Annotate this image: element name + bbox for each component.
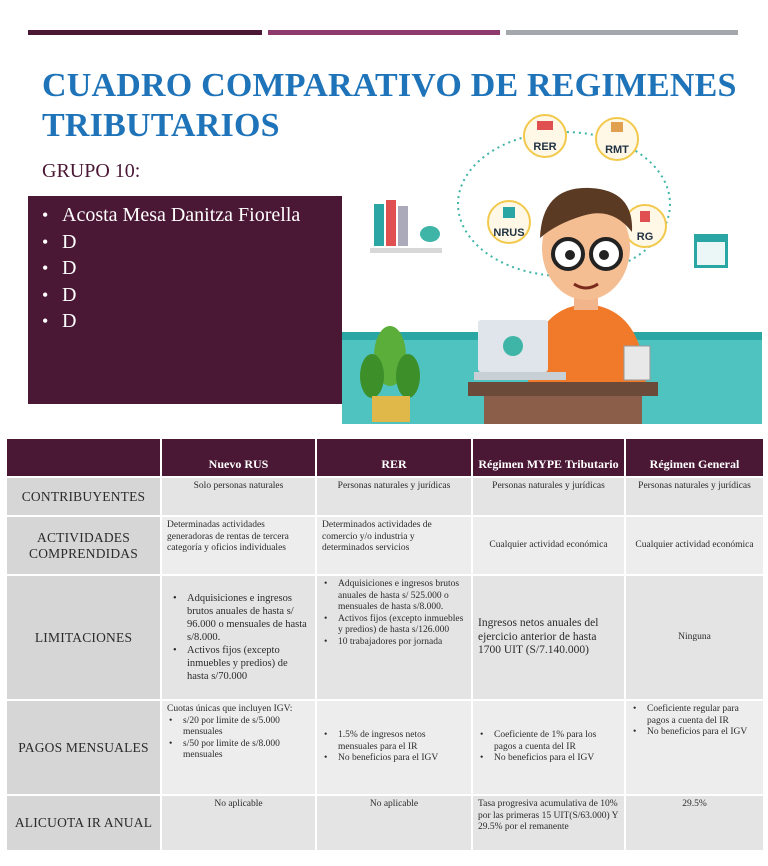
rer-limitaciones-list [322,579,466,648]
cell-mype-contribuyentes: Personas naturales y jurídicas [472,477,625,516]
cell-nrus-actividades: Determinadas actividades generadoras de rentas de tercera categoría y oficios individuales [161,516,316,575]
list-item: • Coeficiente de 1% para los pagos a cuenta del IR [478,730,619,753]
cell-nrus-pagos [161,700,316,795]
member-item: • Acosta Mesa Danitza Fiorella [42,202,332,229]
group-label: GRUPO 10: [42,160,141,182]
header-corner [6,438,161,477]
calendar-icon [694,234,728,268]
cell-general-actividades: Cualquier actividad económica [625,516,764,575]
comparison-table [5,437,765,852]
list-item: • s/50 por limite de s/8.000 mensuales [167,739,310,762]
list-item: • Adquisiciones e ingresos brutos anuales de hasta s/ 96.000 o mensuales de hasta s/8.000. [167,592,310,644]
piggy-bank-icon [420,226,440,242]
decorative-bar-pink [268,30,500,35]
rer-icon [524,115,566,157]
page-title: CUADRO COMPARATIVO DE REGIMENES TRIBUTARIOS [42,67,737,144]
cell-general-limitaciones: Ninguna [625,575,764,700]
list-item: • Activos fijos (excepto inmuebles y predios) de hasta s/126.000 [322,614,466,637]
cell-general-alicuota: 29.5% [625,795,764,851]
member-item: • D [42,255,332,282]
desk-front [484,396,642,424]
nrus-pagos-list [167,716,310,762]
nrus-limitaciones-list [167,592,310,683]
table-row [6,477,764,516]
list-item: • s/20 por limite de s/5.000 mensuales [167,716,310,739]
list-item: • Coeficiente regular para pagos a cuenta del IR [631,704,758,727]
members-list [42,202,332,335]
row-label-limitaciones: LIMITACIONES [6,575,161,700]
cell-mype-alicuota: Tasa progresiva acumulativa de 10% por las primeras 15 UIT(S/63.000) Y 29.5% por el remanente [472,795,625,851]
cell-rer-contribuyentes: Personas naturales y jurídicas [316,477,472,516]
list-item: • Adquisiciones e ingresos brutos anuales de hasta s/ 525.000 o mensuales de hasta s/8.000. [322,579,466,614]
cell-mype-actividades: Cualquier actividad económica [472,516,625,575]
cell-rer-pagos [316,700,472,795]
list-item: • 10 trabajadores por jornada [322,637,466,649]
nrus-pagos-intro: Cuotas únicas que incluyen IGV: [167,704,293,714]
table-row [6,516,764,575]
cell-nrus-alicuota: No aplicable [161,795,316,851]
table-row [6,795,764,851]
cell-nrus-limitaciones [161,575,316,700]
list-item: • Activos fijos (excepto inmuebles y predios) de hasta s/70.000 [167,644,310,683]
decorative-bar-gray [506,30,738,35]
calculator-icon [624,346,650,380]
member-item: • D [42,282,332,309]
mype-pagos-list [478,730,619,765]
member-item: • D [42,308,332,335]
svg-text:RMT: RMT [605,144,629,156]
table-header-row [6,438,764,477]
cell-rer-alicuota: No aplicable [316,795,472,851]
list-item: • 1.5% de ingresos netos mensuales para el IR [322,730,466,753]
row-label-pagos: PAGOS MENSUALES [6,700,161,795]
cell-general-pagos [625,700,764,795]
accountant-illustration [342,108,762,424]
list-item: • No beneficios para el IGV [631,727,758,739]
decorative-bar-dark [28,30,262,35]
cell-mype-limitaciones: Ingresos netos anuales del ejercicio anterior de hasta 1700 UIT (S/7.140.000) [472,575,625,700]
table-row [6,700,764,795]
cell-rer-limitaciones [316,575,472,700]
nrus-icon [488,201,530,243]
svg-text:RG: RG [636,231,654,243]
cell-general-contribuyentes: Personas naturales y jurídicas [625,477,764,516]
general-pagos-list [631,704,758,739]
header-rer: RER [316,438,472,477]
member-item: • D [42,229,332,256]
row-label-actividades: ACTIVIDADES COMPRENDIDAS [6,516,161,575]
rmt-icon [596,118,638,160]
header-mype: Régimen MYPE Tributario [472,438,625,477]
desk [468,382,658,396]
list-item: • No beneficios para el IGV [478,753,619,765]
cell-nrus-contribuyentes: Solo personas naturales [161,477,316,516]
binders-shelf [370,200,442,253]
svg-text:RER: RER [533,141,557,153]
svg-text:NRUS: NRUS [493,227,525,239]
table-row [6,575,764,700]
row-label-contribuyentes: CONTRIBUYENTES [6,477,161,516]
members-box [28,196,342,404]
rer-pagos-list [322,730,466,765]
row-label-alicuota: ALICUOTA IR ANUAL [6,795,161,851]
cell-rer-actividades: Determinados actividades de comercio y/o industria y determinados servicios [316,516,472,575]
list-item: • No beneficios para el IGV [322,753,466,765]
header-nuevo-rus: Nuevo RUS [161,438,316,477]
header-general: Régimen General [625,438,764,477]
cell-mype-pagos [472,700,625,795]
